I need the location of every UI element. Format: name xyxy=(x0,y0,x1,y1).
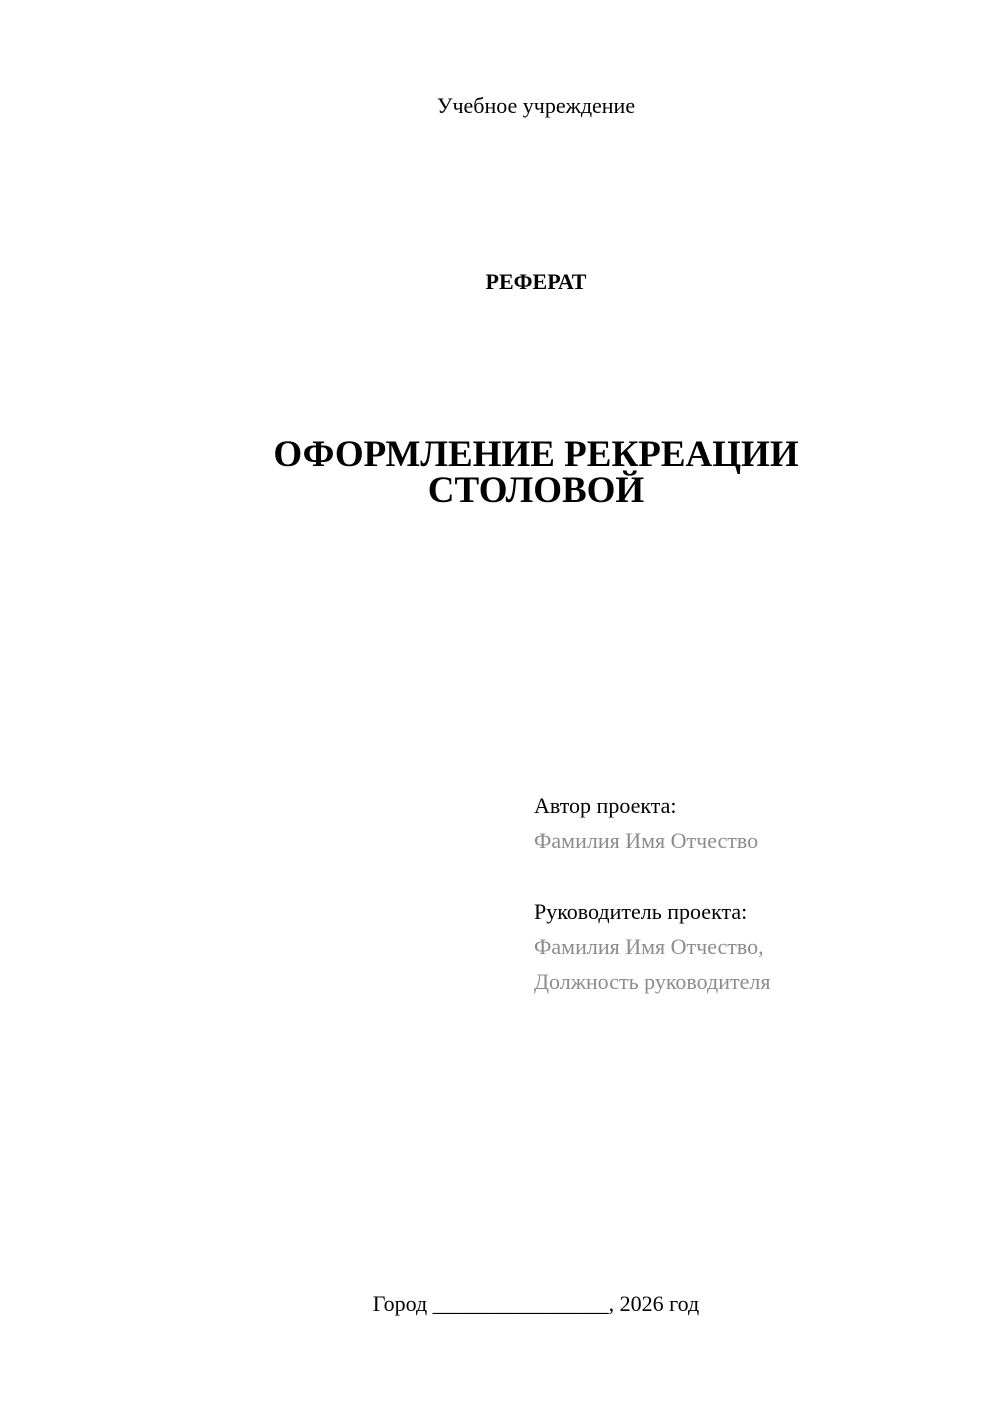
supervisor-name-placeholder: Фамилия Имя Отчество, xyxy=(534,934,764,959)
supervisor-position-placeholder: Должность руководителя xyxy=(534,969,771,994)
document-title-line-1: ОФОРМЛЕНИЕ РЕКРЕАЦИИ xyxy=(273,434,799,475)
author-name-placeholder: Фамилия Имя Отчество xyxy=(534,828,759,853)
document-title xyxy=(0,434,1000,511)
supervisor-label: Руководитель проекта: xyxy=(534,899,748,924)
credits-spacer xyxy=(534,858,770,894)
institution-name: Учебное учреждение xyxy=(436,93,636,118)
author-label: Автор проекта: xyxy=(534,793,677,818)
document-title-line-2: СТОЛОВОЙ xyxy=(427,470,645,511)
document-type: РЕФЕРАТ xyxy=(485,269,587,294)
credits-block xyxy=(534,788,770,999)
city-year-line: Город ________________, 2026 год xyxy=(372,1291,700,1316)
